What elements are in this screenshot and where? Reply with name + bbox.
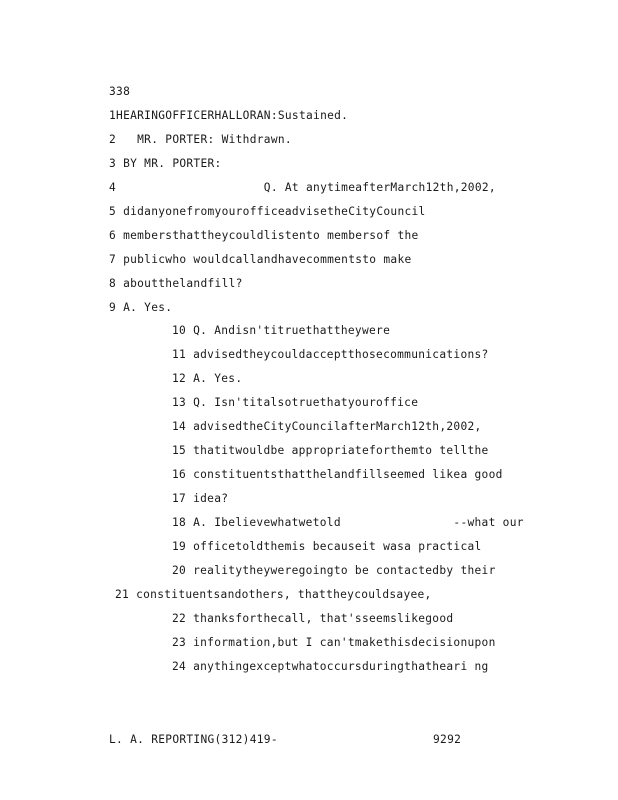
transcript-line: 8 aboutthelandfill? xyxy=(109,277,243,290)
transcript-line: 20 realitytheyweregoingto be contactedby their xyxy=(172,564,496,577)
transcript-line: 15 thatitwouldbe appropriateforthemto tellthe xyxy=(172,444,489,457)
transcript-line: 11 advisedtheycouldacceptthosecommunications? xyxy=(172,348,489,361)
transcript-line: 5 didanyonefromyourofficeadvisetheCityCouncil xyxy=(109,205,426,218)
transcript-line: 12 A. Yes. xyxy=(172,372,243,385)
transcript-line: 22 thanksforthecall, that'sseemslikegood xyxy=(172,612,454,625)
transcript-line: 13 Q. Isn'titalsotruethatyouroffice xyxy=(172,396,419,409)
transcript-line: 14 advisedtheCityCouncilafterMarch12th,2002, xyxy=(172,420,482,433)
transcript-line: 3 BY MR. PORTER: xyxy=(109,157,222,170)
page-number: 338 xyxy=(109,85,131,98)
transcript-line: 19 officetoldthemis becauseit wasa practical xyxy=(172,540,482,553)
transcript-line: 2 MR. PORTER: Withdrawn. xyxy=(109,133,292,146)
transcript-line: 4 Q. At anytimeafterMarch12th,2002, xyxy=(109,181,496,194)
transcript-line: 6 membersthattheycouldlistento membersof the xyxy=(109,229,419,242)
transcript-line: 7 publicwho wouldcallandhavecommentsto make xyxy=(109,253,412,266)
footer-reporter: L. A. REPORTING(312)419- xyxy=(109,733,278,746)
transcript-line: 23 information,but I can'tmakethisdecisionupon xyxy=(172,636,496,649)
transcript-line: 24 anythingexceptwhatoccursduringthatheari ng xyxy=(172,660,489,673)
transcript-line: 1HEARINGOFFICERHALLORAN:Sustained. xyxy=(109,109,349,122)
transcript-line: 16 constituentsthatthelandfillseemed likea good xyxy=(172,468,503,481)
footer-phone-suffix: 9292 xyxy=(433,733,462,746)
transcript-line: 9 A. Yes. xyxy=(109,301,173,314)
transcript-line: 10 Q. Andisn'titruethattheywere xyxy=(172,324,391,337)
transcript-line: 17 idea? xyxy=(172,492,229,505)
transcript-line: 21 constituentsandothers, thattheycouldsayee, xyxy=(115,588,432,601)
transcript-line: 18 A. Ibelievewhatwetold --what our xyxy=(172,516,524,529)
